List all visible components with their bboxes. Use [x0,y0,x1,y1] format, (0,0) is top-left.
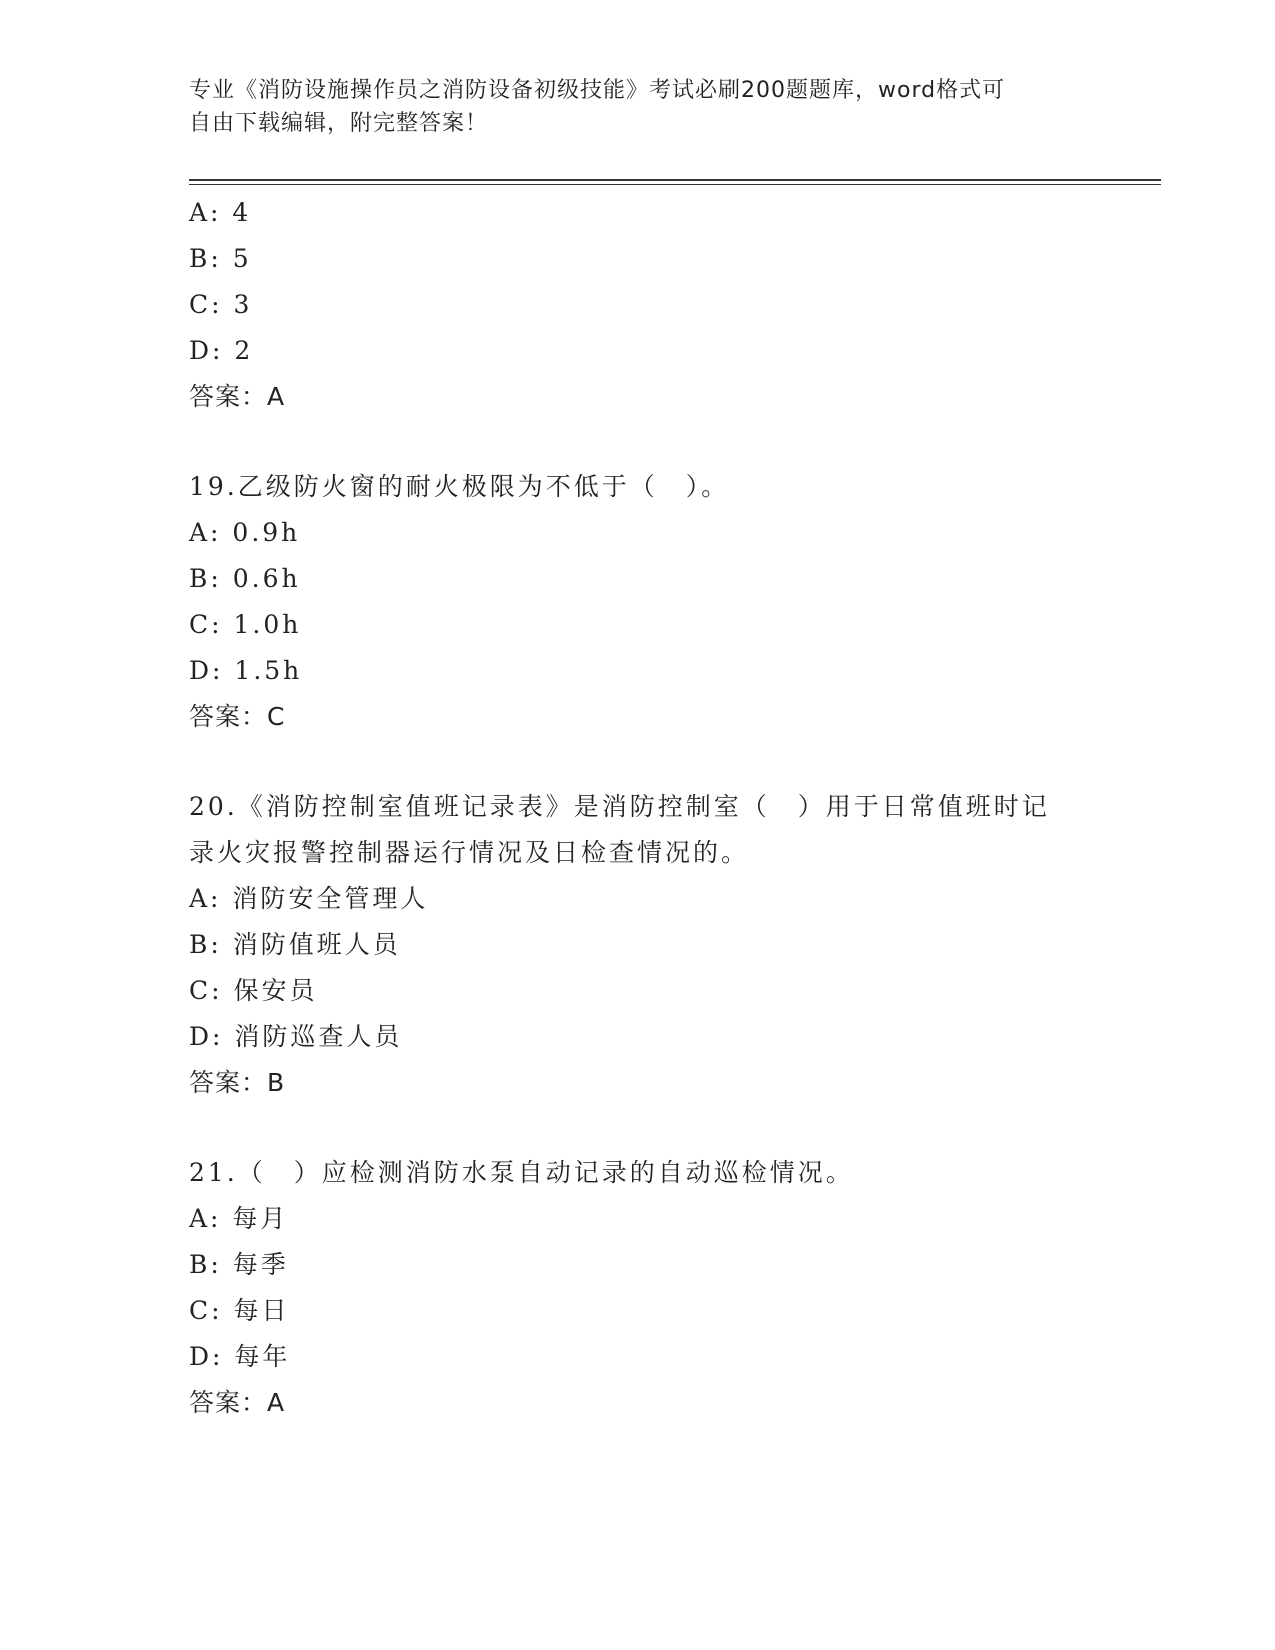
option-b: B: 0.6h [189,564,301,593]
header-line-2: 自由下载编辑，附完整答案！ [189,111,489,136]
option-a: A: 每月 [189,1204,289,1233]
spacer [189,420,1149,464]
option-c: C: 每日 [189,1296,290,1325]
answer-text: 答案：B [189,1068,286,1097]
option-d: D: 每年 [189,1342,291,1371]
question-text: 21.（ ）应检测消防水泵自动记录的自动巡检情况。 [189,1158,854,1187]
question-20 [189,784,1149,1106]
spacer [189,740,1149,784]
option-b: B: 5 [189,244,252,273]
question-18 [189,190,1149,420]
header-line-1: 专业《消防设施操作员之消防设备初级技能》考试必刷200题题库，word格式可 [189,78,1006,103]
option-d: D: 1.5h [189,656,303,685]
answer-text: 答案：C [189,702,286,731]
question-text: 19.乙级防火窗的耐火极限为不低于（ ）。 [189,472,730,501]
answer-text: 答案：A [189,382,286,411]
question-21 [189,1150,1149,1426]
spacer [189,1106,1149,1150]
option-b: B: 消防值班人员 [189,930,401,959]
option-c: C: 1.0h [189,610,302,639]
question-text-line-1: 20.《消防控制室值班记录表》是消防控制室（ ）用于日常值班时记 [189,792,1050,821]
header-divider-thick [189,179,1161,181]
option-a: A: 消防安全管理人 [189,884,429,913]
question-text-line-2: 录火灾报警控制器运行情况及日检查情况的。 [189,838,750,867]
option-a: A: 0.9h [189,518,301,547]
option-d: D: 2 [189,336,254,365]
option-c: C: 保安员 [189,976,318,1005]
document-header [189,74,1089,140]
option-d: D: 消防巡查人员 [189,1022,403,1051]
option-c: C: 3 [189,290,253,319]
answer-text: 答案：A [189,1388,286,1417]
option-b: B: 每季 [189,1250,289,1279]
question-list [189,190,1149,1426]
option-a: A: 4 [189,198,252,227]
header-divider-thin [189,184,1161,185]
question-19 [189,464,1149,740]
